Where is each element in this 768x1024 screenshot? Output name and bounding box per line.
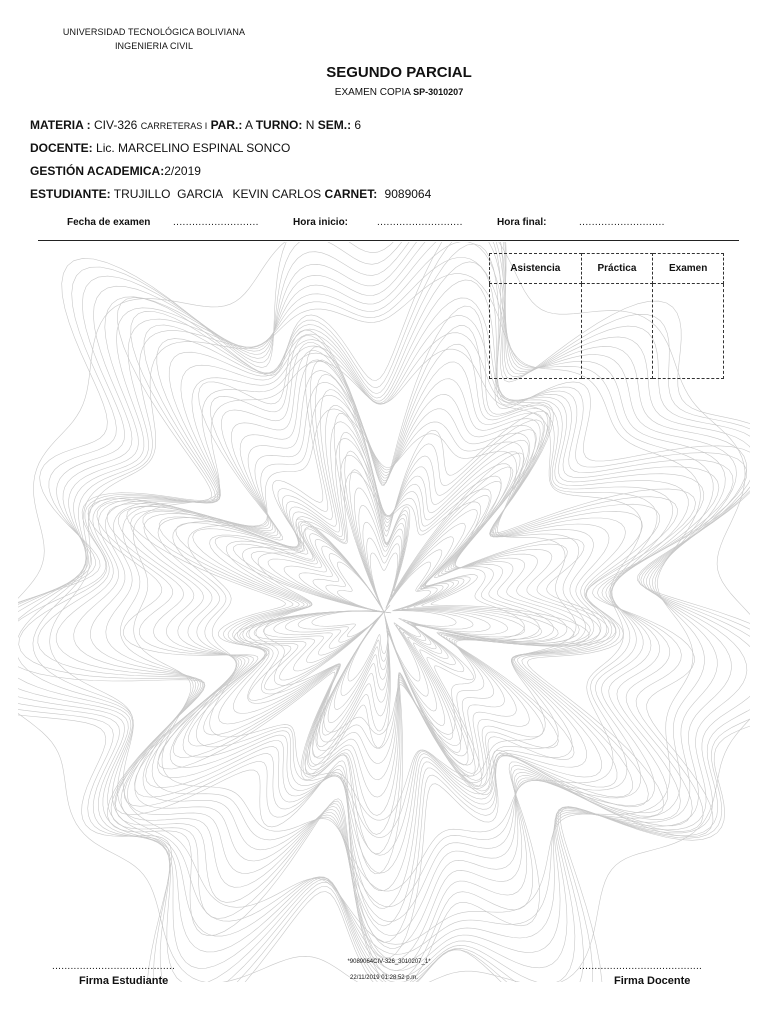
materia-label: MATERIA : [30,118,91,132]
grades-header-row [490,254,724,284]
guilloche-curve [131,360,626,891]
page-title: SEGUNDO PARCIAL [326,64,472,81]
sem-value: 6 [354,118,362,132]
gestion-value: 2/2019 [164,164,201,178]
university-header [0,25,308,53]
exam-code: SP-3010207 [413,87,464,97]
materia-line [30,118,361,132]
teacher-signature-line: ........................................ [579,961,703,972]
hora-inicio-label [293,217,348,228]
student-signature-label: Firma Estudiante [79,975,169,987]
guilloche-curve [312,553,456,681]
subtitle-prefix: EXAMEN COPIA [334,87,411,98]
guilloche-curve [176,390,591,816]
materia-value: CIV-326 [94,118,138,132]
faculty-name: INGENIERIA CIVIL [114,41,194,51]
sem-label: SEM.: [317,118,352,132]
par-label: PAR.: [210,118,243,132]
gestion-line [30,164,201,178]
materia-name: CARRETERAS I [140,121,208,131]
guilloche-curve [243,455,540,748]
print-timestamp: 22/11/2019 01:28:52 p.m. [350,975,418,981]
docente-line [30,141,290,155]
guilloche-curve [158,382,594,855]
asistencia-cell [490,284,582,379]
docente-value: Lic. MARCELINO ESPINAL SONCO [96,141,291,155]
carnet-value: 9089064 [384,187,432,201]
hora-final-label [497,217,546,228]
grades-value-row [490,284,724,379]
student-signature-line: ........................................ [52,961,176,972]
guilloche-curve [106,316,673,922]
turno-value: N [305,118,315,132]
exam-barcode-text: *9089064CIV-326_3010207_1* [347,959,431,965]
estudiante-label: ESTUDIANTE: [30,187,111,201]
examen-header: Examen [653,254,724,284]
estudiante-value: TRUJILLO GARCIA KEVIN CARLOS [113,187,322,201]
turno-label: TURNO: [255,118,303,132]
header-divider [38,240,739,241]
asistencia-header: Asistencia [490,254,582,284]
examen-cell [653,284,724,379]
guilloche-curve [90,298,688,936]
fecha-examen-field: ........................... [173,217,259,228]
hora-inicio-field: ........................... [377,217,463,228]
carnet-label: CARNET: [324,187,378,201]
hora-final-field: ........................... [579,217,665,228]
guilloche-curve [263,488,525,740]
hora-inicio-label-text: Hora inicio: [293,217,349,228]
teacher-signature-label: Firma Docente [614,975,691,987]
university-name: UNIVERSIDAD TECNOLÓGICA BOLIVIANA [62,27,246,37]
gestion-label: GESTIÓN ACADEMICA: [30,164,165,178]
exam-subtitle [0,87,768,98]
fecha-examen-label [67,217,150,228]
guilloche-curve [88,306,696,958]
practica-header: Práctica [581,254,653,284]
hora-final-label-text: Hora final: [497,217,547,228]
estudiante-line [30,187,431,201]
par-value: A [245,118,253,132]
docente-label: DOCENTE: [30,141,93,155]
practica-cell [581,284,653,379]
grades-table [489,253,724,379]
fecha-label-text: Fecha de examen [67,217,151,228]
guilloche-curve [127,347,616,874]
